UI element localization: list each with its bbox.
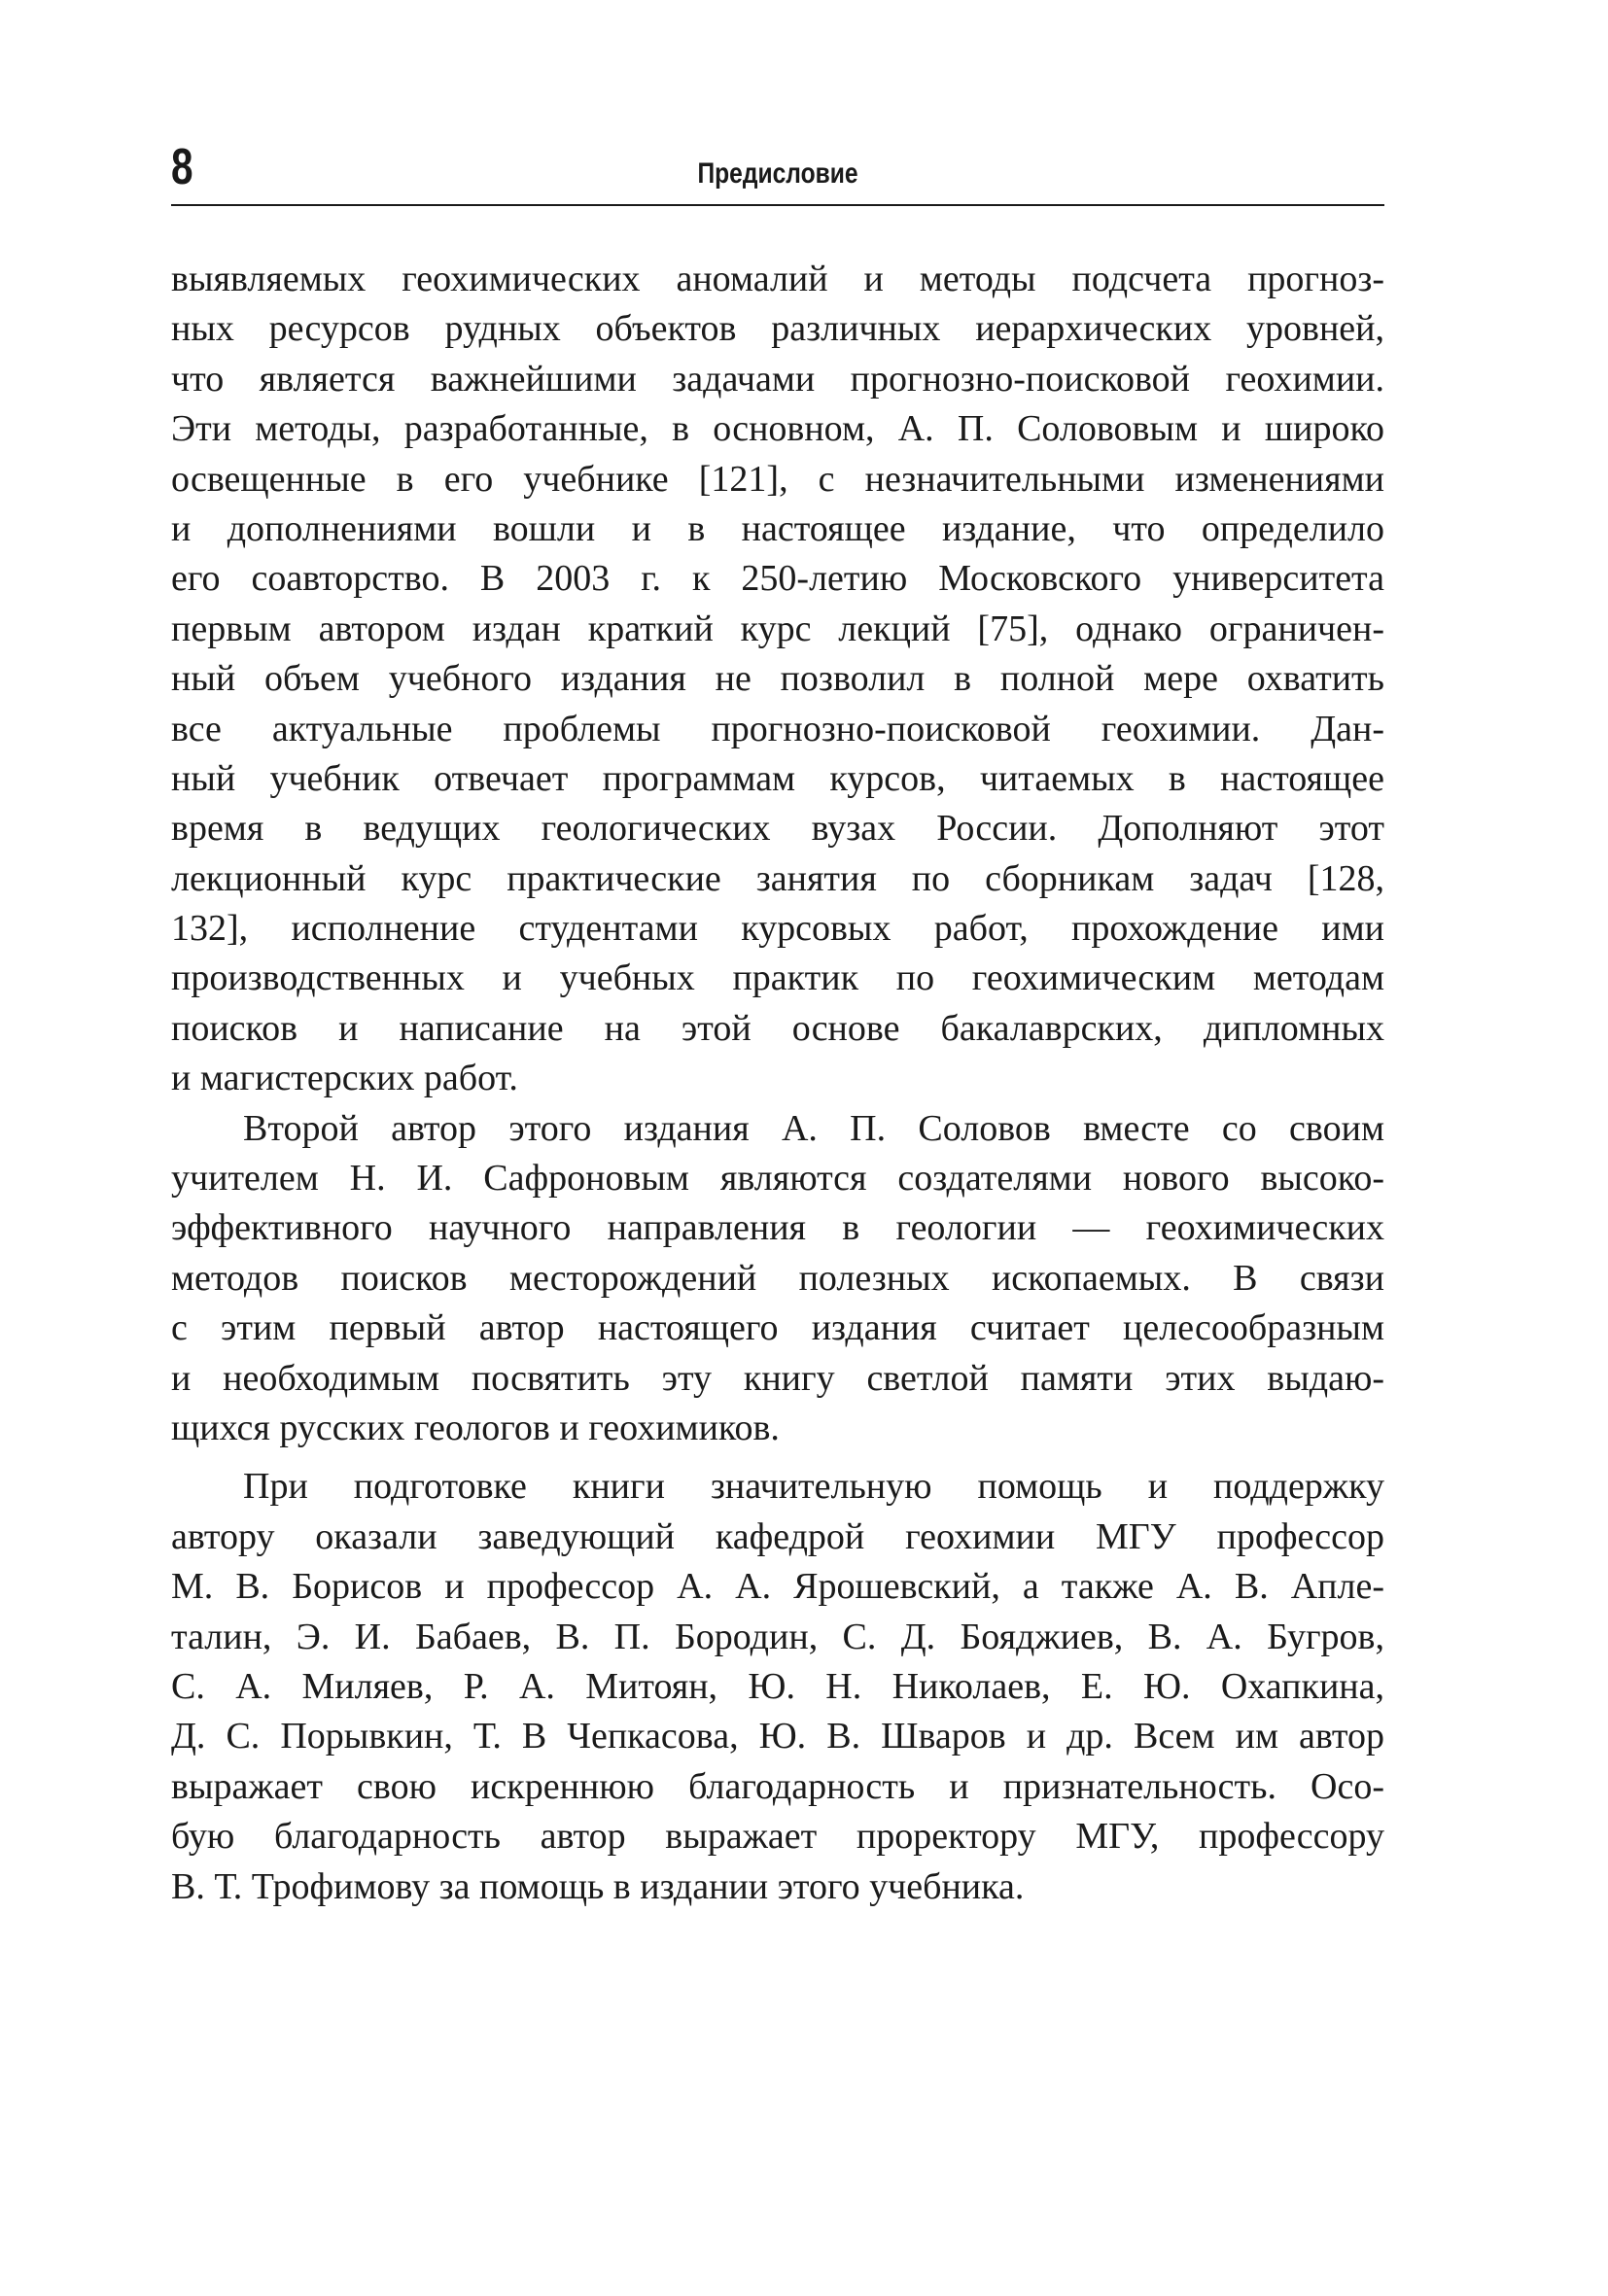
body-text (171, 255, 1384, 1912)
text-line: С. А. Миляев, Р. А. Митоян, Ю. Н. Николаев, Е. Ю. Охапкина, (171, 1665, 1384, 1707)
text-line: Эти методы, разработанные, в основном, А. П. Солововым и широко (171, 408, 1384, 450)
text-line: Д. С. Порывкин, Т. В Чепкасова, Ю. В. Шваров и др. Всем им автор (171, 1716, 1384, 1757)
text-line: При подготовке книги значительную помощь и поддержку (243, 1466, 1384, 1508)
text-line: методов поисков месторождений полезных ископаемых. В связи (171, 1257, 1384, 1299)
text-line: выявляемых геохимических аномалий и методы подсчета прогноз- (171, 259, 1384, 299)
text-line: и необходимым посвятить эту книгу светлой памяти этих выдаю- (171, 1357, 1384, 1399)
text-line: ный учебник отвечает программам курсов, читаемых в настоящее (171, 757, 1384, 799)
running-header (171, 136, 1384, 206)
text-line: что является важнейшими задачами прогнозно-поисковой геохимии. (171, 358, 1384, 400)
text-line: выражает свою искреннюю благодарность и признательность. Осо- (171, 1765, 1384, 1807)
text-line: время в ведущих геологических вузах России. Дополняют этот (171, 808, 1384, 850)
text-line: 132], исполнение студентами курсовых работ, прохождение ими (171, 908, 1384, 950)
paragraph (171, 255, 1384, 1104)
paragraph-gap (171, 1453, 1384, 1462)
text-line: автору оказали заведующий кафедрой геохимии МГУ профессор (171, 1515, 1384, 1557)
text-line: Второй автор этого издания А. П. Соловов вместе со своим (243, 1107, 1384, 1149)
text-line: учителем Н. И. Сафроновым являются создателями нового высоко- (171, 1158, 1384, 1200)
paragraph (171, 1462, 1384, 1912)
text-line: с этим первый автор настоящего издания считает целесообразным (171, 1307, 1384, 1349)
text-line: лекционный курс практические занятия по сборникам задач [128, (171, 857, 1384, 899)
text-line: и магистерских работ. (171, 1058, 518, 1099)
text-line: В. Т. Трофимову за помощь в издании этого учебника. (171, 1865, 1025, 1907)
running-title: Предисловие (697, 157, 858, 190)
text-line: его соавторство. В 2003 г. к 250-летию Московского университета (171, 558, 1384, 600)
text-line: М. В. Борисов и профессор А. А. Ярошевский, а также А. В. Апле- (171, 1566, 1384, 1608)
text-line: освещенные в его учебнике [121], с незначительными изменениями (171, 458, 1384, 500)
text-line: щихся русских геологов и геохимиков. (171, 1407, 780, 1448)
text-line: и дополнениями вошли и в настоящее издание, что определило (171, 507, 1384, 549)
text-line: поисков и написание на этой основе бакалаврских, дипломных (171, 1007, 1384, 1049)
paragraph (171, 1104, 1384, 1454)
text-line: бую благодарность автор выражает проректору МГУ, профессору (171, 1816, 1384, 1858)
text-line: ный объем учебного издания не позволил в полной мере охватить (171, 658, 1384, 700)
text-line: все актуальные проблемы прогнозно-поисковой геохимии. Дан- (171, 708, 1384, 749)
text-line: талин, Э. И. Бабаев, В. П. Бородин, С. Д. Бояджиев, В. А. Бугров, (171, 1616, 1384, 1657)
text-line: ных ресурсов рудных объектов различных иерархических уровней, (171, 308, 1384, 350)
text-line: первым автором издан краткий курс лекций [75], однако ограничен- (171, 608, 1384, 649)
text-line: производственных и учебных практик по геохимическим методам (171, 957, 1384, 999)
page-number: 8 (171, 139, 193, 195)
text-line: эффективного научного направления в геологии — геохимических (171, 1207, 1384, 1249)
